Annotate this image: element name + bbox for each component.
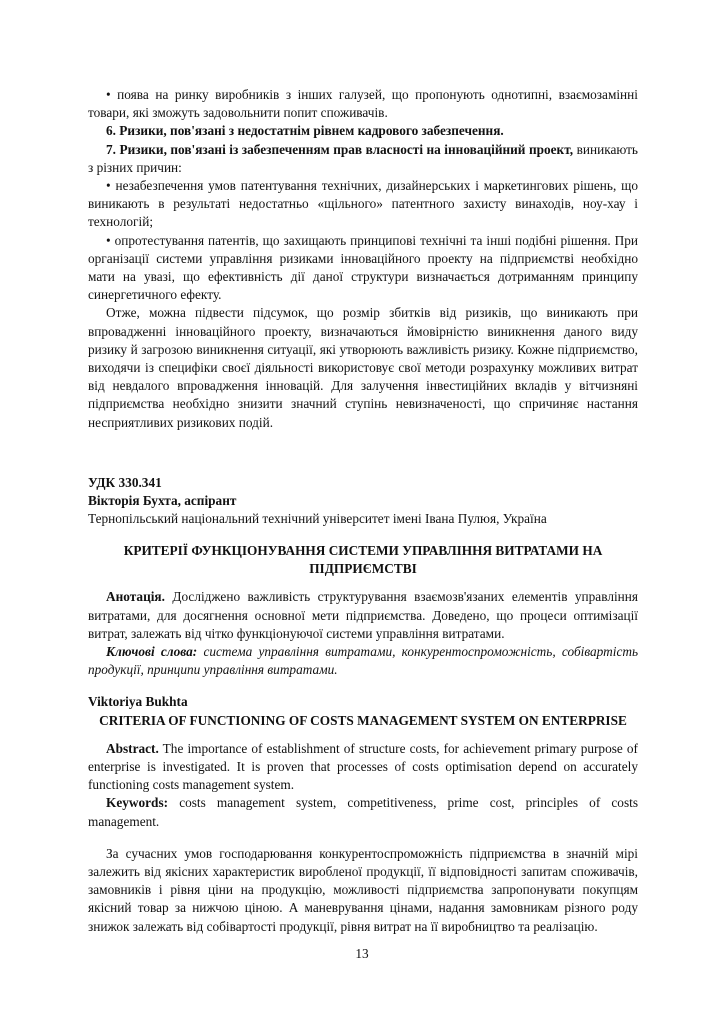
abstract-ua-label: Анотація. xyxy=(106,589,165,605)
author-en: Viktoriya Bukhta xyxy=(88,694,188,710)
document-page xyxy=(88,86,638,936)
keywords-en-text: costs management system, competitiveness, prime cost, principles of costs management. xyxy=(88,795,638,829)
keywords-ua-text: система управління витратами, конкурентоспроможність, собівартість продукції, принципи управління витратами. xyxy=(88,644,639,678)
bullet-patent-conditions: • незабезпечення умов патентування технічних, дизайнерських і маркетингових рішень, що виникають в результаті недостатньо «щільного» патентного захисту винаходів, ноу-хау і технологій; xyxy=(88,178,638,230)
keywords-en-label: Keywords: xyxy=(106,795,169,811)
risk-item-7-title: 7. Ризики, пов'язані із забезпеченням прав власності на інноваційний проект, xyxy=(106,141,574,157)
conclusion-paragraph: Отже, можна підвести підсумок, що розмір збитків від ризиків, що виникають при впровадженні інноваційного проекту, визначаються ймовірністю виникнення даного виду ризику й загрозою виникнення ситуації, які утворюють важливість ризику. Кожне підприємство, виходячи із специфіки своєї діяльності використовує свої методи розрахунку можливих витрат від невдалого впровадження інновацій. Для залучення інвестиційних вкладів у вітчизняні підприємства необхідно знизити значний ступінь невизначеності, що спричиняє настання несприятливих ризикових подій. xyxy=(88,305,638,430)
risk-item-6: 6. Ризики, пов'язані з недостатнім рівнем кадрового забезпечення. xyxy=(106,123,504,139)
risk-item-7-rest: виникають з різних причин: xyxy=(88,141,638,175)
keywords-ua xyxy=(88,643,638,679)
abstract-en-label: Abstract. xyxy=(106,740,159,756)
bullet-patent-protest: • опротестування патентів, що захищають принципові технічні та інші подібні рішення. При організації системи управління ризиками інноваційного проекту на підприємстві необхідно мати на увазі, що ефективність дії даної структури визначається дотриманням принципу синергетичного ефекту. xyxy=(88,232,638,303)
abstract-ua xyxy=(88,588,638,643)
article-title-en: CRITERIA OF FUNCTIONING OF COSTS MANAGEMENT SYSTEM ON ENTERPRISE xyxy=(99,712,627,728)
page-number: 13 xyxy=(355,946,369,961)
udk-code: УДК 330.341 xyxy=(88,474,162,490)
abstract-en-text: The importance of establishment of structure costs, for achievement primary purpose of enterprise is investigated. It is proven that processes of costs optimisation depend on accurately functioning costs management system. xyxy=(88,740,638,793)
affiliation: Тернопільський національний технічний університет імені Івана Пулюя, Україна xyxy=(88,511,547,527)
author-ua: Вікторія Бухта, аспірант xyxy=(88,493,237,509)
abstract-ua-text: Досліджено важливість структурування взаємозв'язаних елементів управління витратами, для досягнення основної мети підприємства. Доведено, що процеси оптимізації витрат, залежать від чітко функціонуючої системи управління витратами. xyxy=(88,589,638,641)
abstract-en xyxy=(88,740,638,795)
body-paragraph: За сучасних умов господарювання конкурентоспроможність підприємства в значній мірі залежить від якісних характеристик виробленої продукції, її відповідності запитам споживачів, замовників і рівня ціни на продукцію, можливості підприємства запропонувати покупцям якісний товар за нижчою ціною. А маневрування цінами, надання замовникам різного роду знижок залежать від собівартості продукції, рівня витрат на її виробництво та реалізацію. xyxy=(88,845,638,934)
keywords-ua-label: Ключові слова: xyxy=(106,644,198,660)
article-title-ua: КРИТЕРІЇ ФУНКЦІОНУВАННЯ СИСТЕМИ УПРАВЛІННЯ ВИТРАТАМИ НА ПІДПРИЄМСТВІ xyxy=(123,543,603,577)
keywords-en xyxy=(88,794,638,830)
risk-item-7 xyxy=(88,141,638,177)
bullet-market-entrants: • поява на ринку виробників з інших галузей, що пропонують однотипні, взаємозамінні товари, які зможуть задовольнити попит споживачів. xyxy=(88,87,638,121)
